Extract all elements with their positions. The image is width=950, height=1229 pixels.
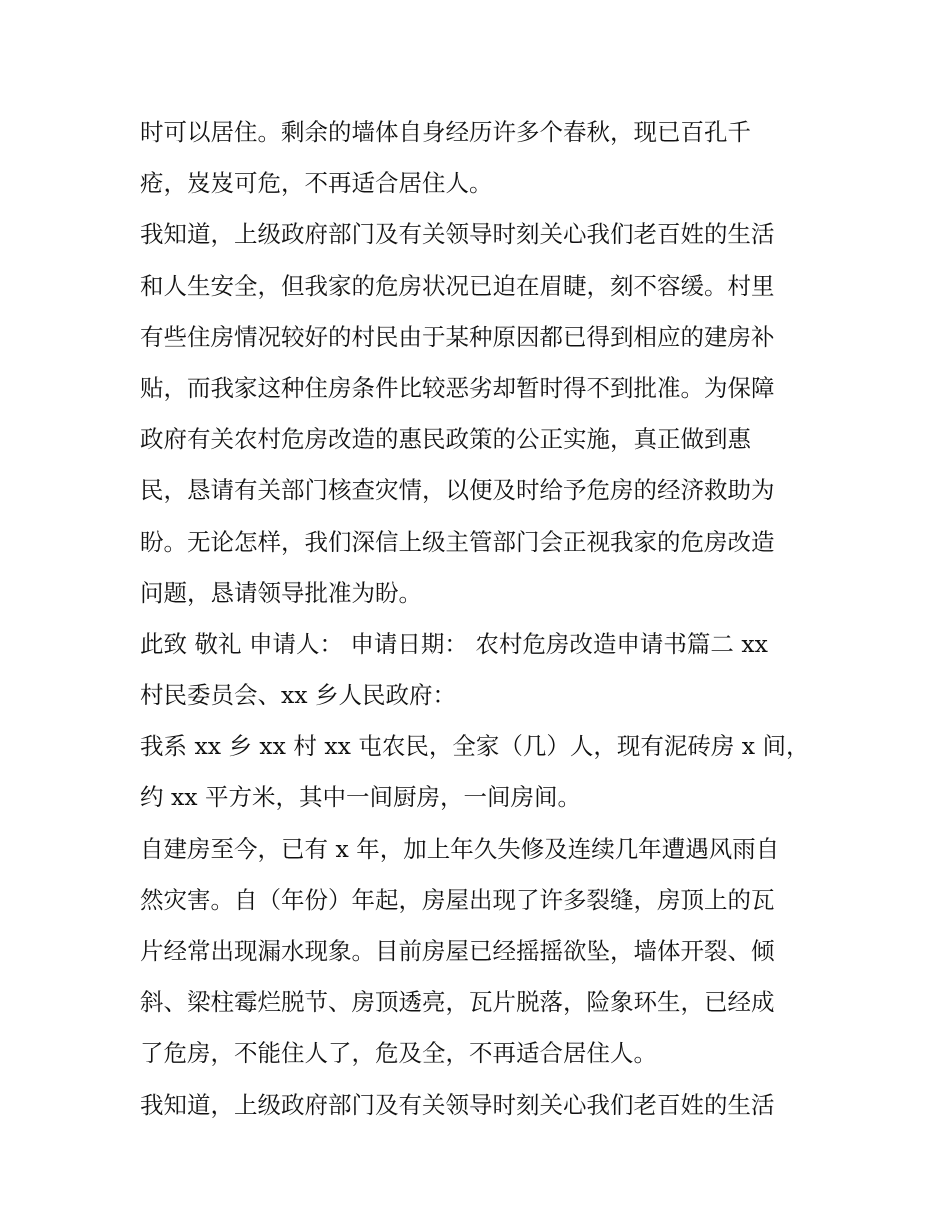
text-line: 问题，恳请领导批准为盼。 — [140, 578, 422, 607]
text-line: 疮，岌岌可危，不再适合居住人。 — [140, 169, 493, 198]
text-line: 此致 敬礼 申请人： 申请日期： 农村危房改造申请书篇二 xx — [140, 629, 768, 658]
document-body — [140, 107, 820, 1131]
text-line: 贴，而我家这种住房条件比较恶劣却暂时得不到批准。为保障 — [140, 373, 775, 402]
text-line: 我知道，上级政府部门及有关领导时刻关心我们老百姓的生活 — [140, 1090, 775, 1119]
text-line: 斜、梁柱霉烂脱节、房顶透亮，瓦片脱落，险象环生，已经成 — [140, 988, 775, 1017]
text-line: 了危房，不能住人了，危及全，不再适合居住人。 — [140, 1039, 657, 1068]
text-line: 盼。无论怎样，我们深信上级主管部门会正视我家的危房改造 — [140, 527, 775, 556]
text-line: 我系 xx 乡 xx 村 xx 屯农民，全家（几）人，现有泥砖房 x 间， — [140, 732, 810, 761]
text-line: 片经常出现漏水现象。目前房屋已经摇摇欲坠，墙体开裂、倾 — [140, 937, 775, 965]
text-line: 村民委员会、xx 乡人民政府： — [140, 681, 456, 710]
text-line: 然灾害。自（年份）年起，房屋出现了许多裂缝，房顶上的瓦 — [140, 885, 775, 914]
text-line: 有些住房情况较好的村民由于某种原因都已得到相应的建房补 — [140, 322, 775, 351]
text-line: 我知道，上级政府部门及有关领导时刻关心我们老百姓的生活 — [140, 220, 775, 249]
text-line: 约 xx 平方米，其中一间厨房，一间房间。 — [140, 783, 581, 812]
text-line: 自建房至今，已有 x 年，加上年久失修及连续几年遭遇风雨自 — [140, 834, 780, 863]
text-line: 和人生安全，但我家的危房状况已迫在眉睫，刻不容缓。村里 — [140, 271, 775, 300]
text-line: 政府有关农村危房改造的惠民政策的公正实施，真正做到惠 — [140, 425, 751, 454]
text-line: 民，恳请有关部门核查灾情，以便及时给予危房的经济救助为 — [140, 476, 775, 505]
text-line: 时可以居住。剩余的墙体自身经历许多个春秋，现已百孔千 — [140, 118, 751, 146]
